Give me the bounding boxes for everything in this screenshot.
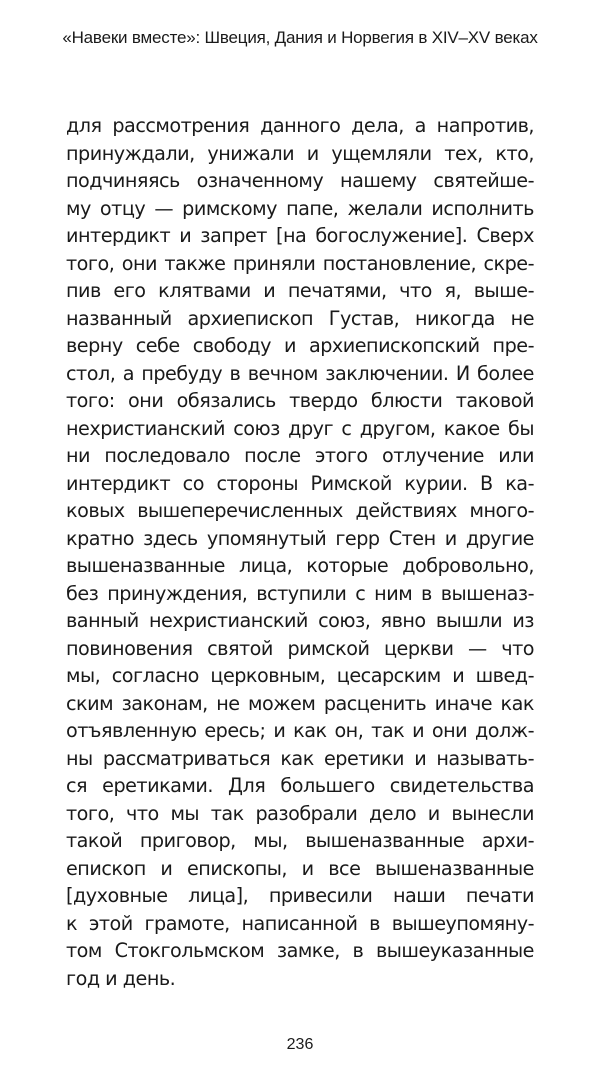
- text-line: ковых вышеперечисленных действиях много-: [66, 499, 534, 522]
- text-line: ся еретиками. Для большего свидетельства: [66, 774, 534, 797]
- text-line: епископ и епископы, и все вышеназванные: [66, 856, 534, 880]
- text-line: ни последовало после этого отлучение или: [66, 444, 534, 467]
- text-line: интердикт и запрет [на богослужение]. Сверх: [66, 224, 534, 247]
- text-line: того, они также приняли постановление, скре-: [66, 251, 534, 275]
- text-line: ским законам, не можем расценить иначе как: [66, 691, 534, 715]
- text-line: подчиняясь означенному нашему святейше-: [66, 169, 534, 192]
- text-line: ны рассматриваться как еретики и называть-: [66, 746, 534, 770]
- text-line: том Стокгольмском замке, в вышеуказанные: [66, 939, 534, 962]
- text-line: нехристианский союз друг с другом, какое бы: [66, 416, 534, 440]
- text-line: ванный нехристианский союз, явно вышли из: [66, 609, 534, 632]
- text-line: интердикт со стороны Римской курии. В ка-: [66, 471, 534, 495]
- text-line: к этой грамоте, написанной в вышеупомяну-: [66, 911, 534, 935]
- text-line: год и день.: [66, 966, 176, 990]
- text-line: вышеназванные лица, которые добровольно,: [66, 554, 534, 577]
- text-line: кратно здесь упомянутый герр Стен и другие: [66, 526, 534, 550]
- text-line: того: они обязались твердо блюсти таковой: [66, 389, 534, 412]
- text-line: без принуждения, вступили с ним в вышеназ-: [66, 581, 534, 605]
- text-line: стол, а пребуду в вечном заключении. И более: [66, 361, 534, 385]
- running-title: «Навеки вместе»: Швеция, Дания и Норвегия в XIV–XV веках: [62, 28, 538, 47]
- text-line: пив его клятвами и печатями, что я, выше-: [66, 279, 534, 302]
- text-line: отъявленную ересь; и как он, так и они долж-: [66, 719, 534, 742]
- text-line: для рассмотрения данного дела, а напротив,: [66, 114, 534, 137]
- text-line: верну себе свободу и архиепископский пре-: [66, 334, 534, 357]
- text-line: [духовные лица], привесили наши печати: [66, 884, 534, 907]
- page-number: 236: [286, 1036, 314, 1053]
- text-line: повиновения святой римской церкви — что: [66, 636, 534, 660]
- text-line: мы, согласно церковным, цесарским и швед-: [66, 664, 534, 687]
- text-line: того, что мы так разобрали дело и вынесли: [66, 801, 534, 825]
- text-line: му отцу — римскому папе, желали исполнить: [66, 196, 534, 220]
- text-line: такой приговор, мы, вышеназванные архи-: [66, 829, 534, 852]
- text-line: названный архиепископ Густав, никогда не: [66, 306, 534, 330]
- text-line: принуждали, унижали и ущемляли тех, кто,: [66, 141, 534, 165]
- body-text: [66, 112, 534, 992]
